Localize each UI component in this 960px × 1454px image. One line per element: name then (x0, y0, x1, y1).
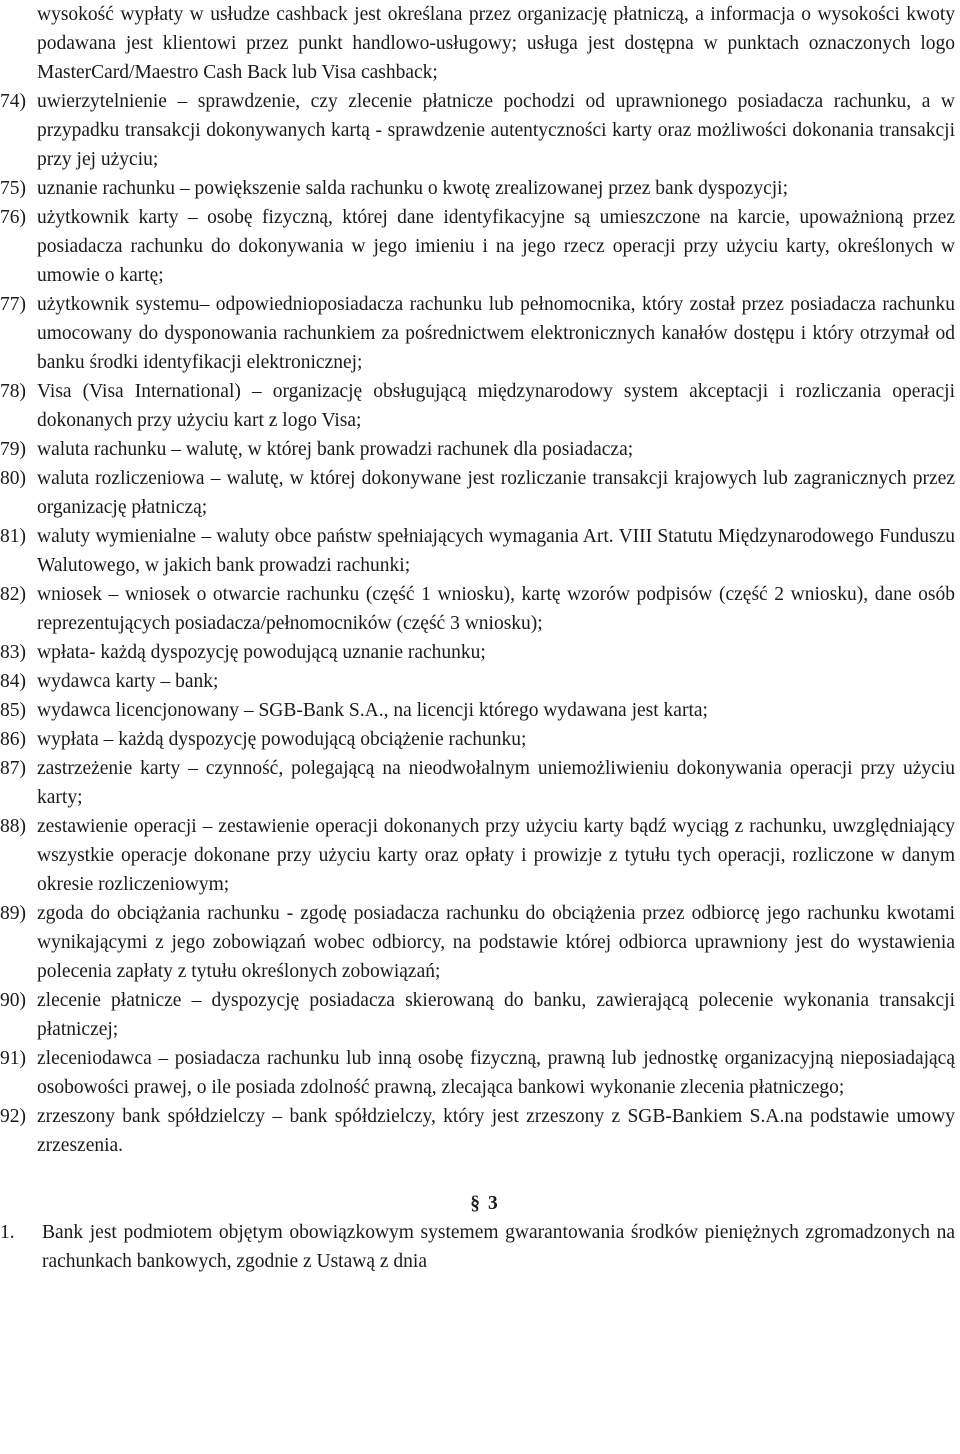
definition-text: waluta rachunku – walutę, w której bank prowadzi rachunek dla posiadacza; (37, 439, 634, 460)
definition-item (0, 464, 960, 522)
definition-number: 85) (0, 700, 26, 721)
section-number: 3 (488, 1193, 498, 1214)
section-paragraph (0, 1218, 960, 1276)
definition-number: 87) (0, 758, 26, 779)
definition-number: 74) (0, 91, 26, 112)
definition-number: 75) (0, 178, 26, 199)
definition-text: uznanie rachunku – powiększenie salda rachunku o kwotę zrealizowanej przez bank dyspozycji; (37, 178, 788, 199)
definition-item (0, 377, 960, 435)
definition-item (0, 812, 960, 899)
definition-text: zastrzeżenie karty – czynność, polegającą na nieodwołalnym uniemożliwieniu dokonywania operacji przy użyciu karty; (37, 758, 955, 808)
definition-text: wniosek – wniosek o otwarcie rachunku (część 1 wniosku), kartę wzorów podpisów (część 2 wniosku), dane osób reprezentujących posiadacza/pełnomocników (część 3 wniosku); (37, 584, 955, 634)
definition-text: wpłata- każdą dyspozycję powodującą uznanie rachunku; (37, 642, 486, 663)
definition-text: zestawienie operacji – zestawienie operacji dokonanych przy użyciu karty bądź wyciąg z rachunku, uwzględniający wszystkie operacje dokonane przy użyciu karty oraz opłaty i prowizje z tytułu tych operacji, rozliczone w danym okresie rozliczeniowym; (37, 816, 955, 895)
definition-text: zrzeszony bank spółdzielczy – bank spółdzielczy, który jest zrzeszony z SGB-Bankiem S.A.na podstawie umowy zrzeszenia. (37, 1106, 955, 1156)
definition-text: użytkownik karty – osobę fizyczną, której dane identyfikacyjne są umieszczone na karcie, upoważnioną przez posiadacza rachunku do dokonywania w jego imieniu i na jego rzecz operacji przy użyciu karty, określonych w umowie o kartę; (37, 207, 955, 286)
definition-item (0, 667, 960, 696)
definition-number: 84) (0, 671, 26, 692)
definition-item (0, 754, 960, 812)
definition-number: 90) (0, 990, 26, 1011)
definition-text: zgoda do obciążania rachunku - zgodę posiadacza rachunku do obciążenia przez odbiorcę jego rachunku kwotami wynikającymi z jego zobowiązań wobec odbiorcy, na podstawie której odbiorca uprawniony jest do wystawienia polecenia zapłaty z tytułu określonych zobowiązań; (37, 903, 955, 982)
definition-number: 86) (0, 729, 26, 750)
definition-number: 91) (0, 1048, 26, 1069)
intro-paragraph: wysokość wypłaty w usłudze cashback jest określana przez organizację płatniczą, a informacja o wysokości kwoty podawana jest klientowi przez punkt handlowo-usługowy; usługa jest dostępna w punktach oznaczonych logo MasterCard/Maestro Cash Back lub Visa cashback; (37, 4, 955, 83)
definition-item (0, 290, 960, 377)
definition-number: 79) (0, 439, 26, 460)
definition-number: 81) (0, 526, 26, 547)
definition-number: 88) (0, 816, 26, 837)
definition-item (0, 87, 960, 174)
paragraph-text: Bank jest podmiotem objętym obowiązkowym systemem gwarantowania środków pieniężnych zgromadzonych na rachunkach bankowych, zgodnie z Ustawą z dnia (42, 1222, 955, 1272)
definition-item (0, 1044, 960, 1102)
definition-number: 80) (0, 468, 26, 489)
definition-number: 83) (0, 642, 26, 663)
definition-text: użytkownik systemu– odpowiednioposiadacza rachunku lub pełnomocnika, który został przez posiadacza rachunku umocowany do dysponowania rachunkiem za pośrednictwem elektronicznych kanałów dostępu i który otrzymał od banku środki identyfikacji elektronicznej; (37, 294, 955, 373)
definition-item (0, 638, 960, 667)
definition-text: zlecenie płatnicze – dyspozycję posiadacza skierowaną do banku, zawierającą polecenie wykonania transakcji płatniczej; (37, 990, 955, 1040)
definition-text: wydawca karty – bank; (37, 671, 219, 692)
definition-number: 92) (0, 1106, 26, 1127)
definition-item (0, 1102, 960, 1160)
paragraph-number: 1. (0, 1222, 15, 1243)
definition-item (0, 580, 960, 638)
definition-number: 82) (0, 584, 26, 605)
definition-item (0, 696, 960, 725)
definition-item (0, 435, 960, 464)
definition-text: uwierzytelnienie – sprawdzenie, czy zlecenie płatnicze pochodzi od uprawnionego posiadacza rachunku, a w przypadku transakcji dokonywanych kartą - sprawdzenie autentyczności karty oraz możliwości dokonania transakcji przy jej użyciu; (37, 91, 955, 170)
definition-text: wydawca licencjonowany – SGB-Bank S.A., na licencji którego wydawana jest karta; (37, 700, 708, 721)
definition-number: 78) (0, 381, 26, 402)
definition-number: 89) (0, 903, 26, 924)
definition-text: zleceniodawca – posiadacza rachunku lub inną osobę fizyczną, prawną lub jednostkę organizacyjną nieposiadającą osobowości prawej, o ile posiada zdolność prawną, zlecająca bankowi wykonanie zlecenia płatniczego; (37, 1048, 955, 1098)
definition-item (0, 174, 960, 203)
definition-number: 77) (0, 294, 26, 315)
definition-text: wypłata – każdą dyspozycję powodującą obciążenie rachunku; (37, 729, 527, 750)
definition-text: Visa (Visa International) – organizację obsługującą międzynarodowy system akceptacji i rozliczania operacji dokonanych przy użyciu kart z logo Visa; (37, 381, 955, 431)
definition-item (0, 203, 960, 290)
definitions-list (0, 87, 960, 1160)
definition-text: waluty wymienialne – waluty obce państw spełniających wymagania Art. VIII Statutu Międzynarodowego Funduszu Walutowego, w jakich bank prowadzi rachunki; (37, 526, 955, 576)
definition-item (0, 522, 960, 580)
section-heading (0, 1189, 960, 1218)
section-symbol: § (470, 1193, 480, 1214)
definition-number: 76) (0, 207, 26, 228)
definition-item (0, 899, 960, 986)
definition-item (0, 986, 960, 1044)
definition-text: waluta rozliczeniowa – walutę, w której dokonywane jest rozliczanie transakcji krajowych lub zagranicznych przez organizację płatniczą; (37, 468, 955, 518)
definition-item (0, 725, 960, 754)
